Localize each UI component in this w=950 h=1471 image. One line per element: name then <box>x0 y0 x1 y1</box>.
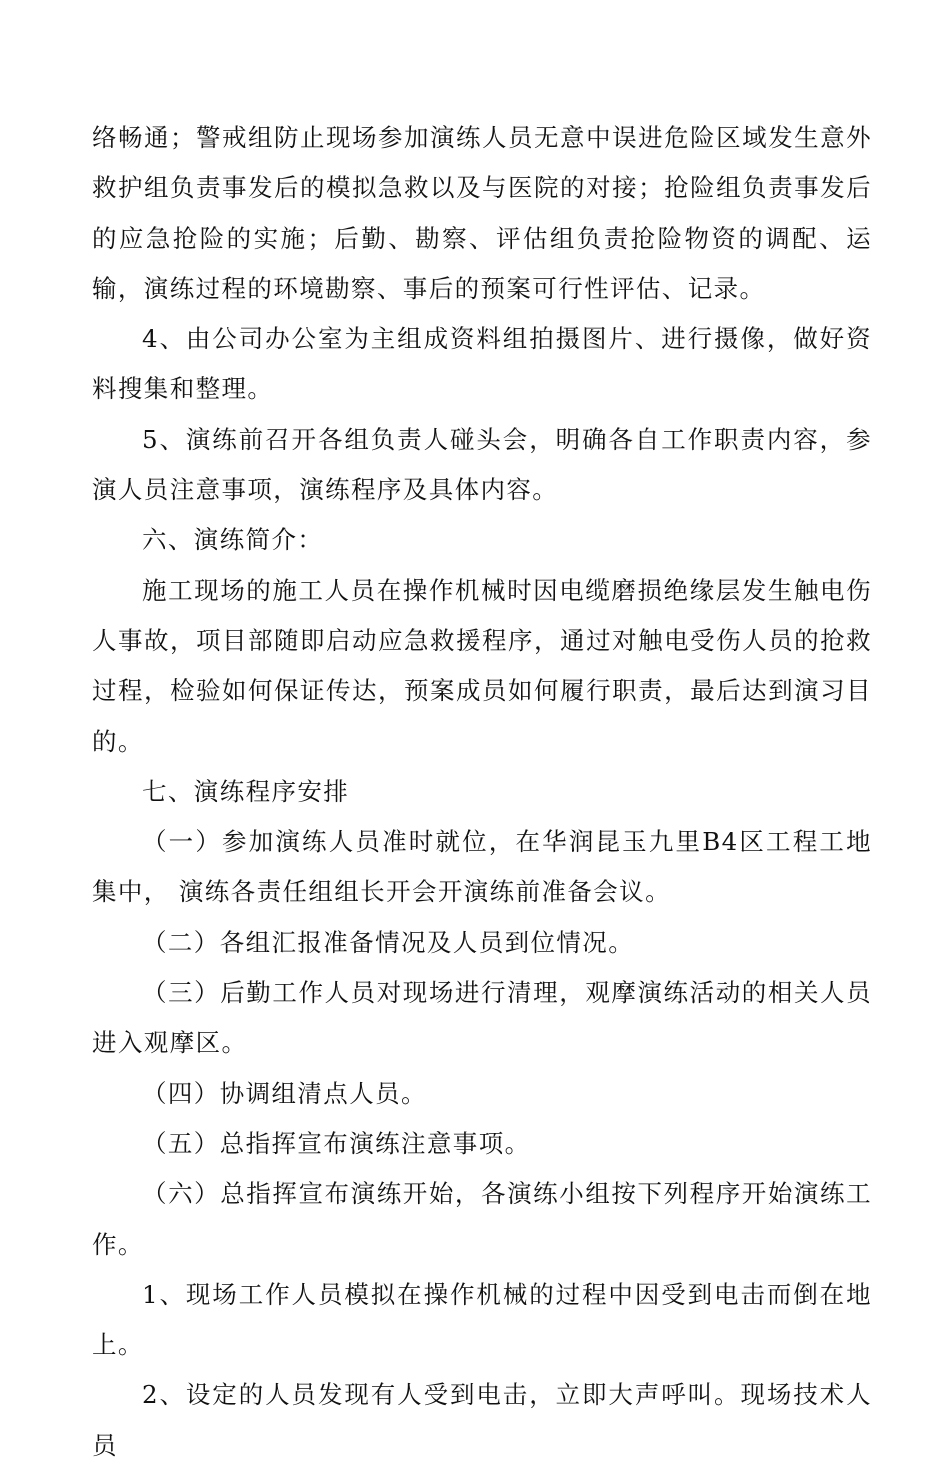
section-heading-6: 六、演练简介： <box>142 525 324 555</box>
drill-step-1: 1、现场工作人员模拟在操作机械的过程中因受到电击而倒在地上。 <box>92 1279 872 1360</box>
procedure-step-5: （五）总指挥宣布演练注意事项。 <box>142 1128 531 1158</box>
procedure-step-4: （四）协调组清点人员。 <box>142 1078 427 1108</box>
document-page <box>92 113 872 1471</box>
procedure-step-1: （一）参加演练人员准时就位，在华润昆玉九里B4区工程工地集中， 演练各责任组组长开会开演练前准备会议。 <box>92 827 872 907</box>
section-heading-7: 七、演练程序安排 <box>142 776 350 806</box>
procedure-step-6: （六）总指挥宣布演练开始，各演练小组按下列程序开始演练工作。 <box>92 1179 872 1259</box>
paragraph-item-4: 4、由公司办公室为主组成资料组拍摄图片、进行摄像，做好资料搜集和整理。 <box>92 324 872 404</box>
paragraph-continuation: 络畅通；警戒组防止现场参加演练人员无意中误进危险区域发生意外救护组负责事发后的模拟急救以及与医院的对接；抢险组负责事发后的应急抢险的实施；后勤、勘察、评估组负责抢险物资的调配、运输，演练过程的环境勘察、事后的预案可行性评估、记录。 <box>92 123 872 303</box>
paragraph-item-5: 5、演练前召开各组负责人碰头会，明确各自工作职责内容，参演人员注意事项，演练程序及具体内容。 <box>92 424 872 505</box>
paragraph-drill-summary: 施工现场的施工人员在操作机械时因电缆磨损绝缘层发生触电伤人事故，项目部随即启动应急救援程序，通过对触电受伤人员的抢救过程，检验如何保证传达，预案成员如何履行职责，最后达到演习目的。 <box>92 575 872 756</box>
procedure-step-3: （三）后勤工作人员对现场进行清理，观摩演练活动的相关人员进入观摩区。 <box>92 978 872 1058</box>
procedure-step-2: （二）各组汇报准备情况及人员到位情况。 <box>142 927 635 957</box>
drill-step-2: 2、设定的人员发现有人受到电击，立即大声呼叫。现场技术人员 <box>92 1380 872 1460</box>
